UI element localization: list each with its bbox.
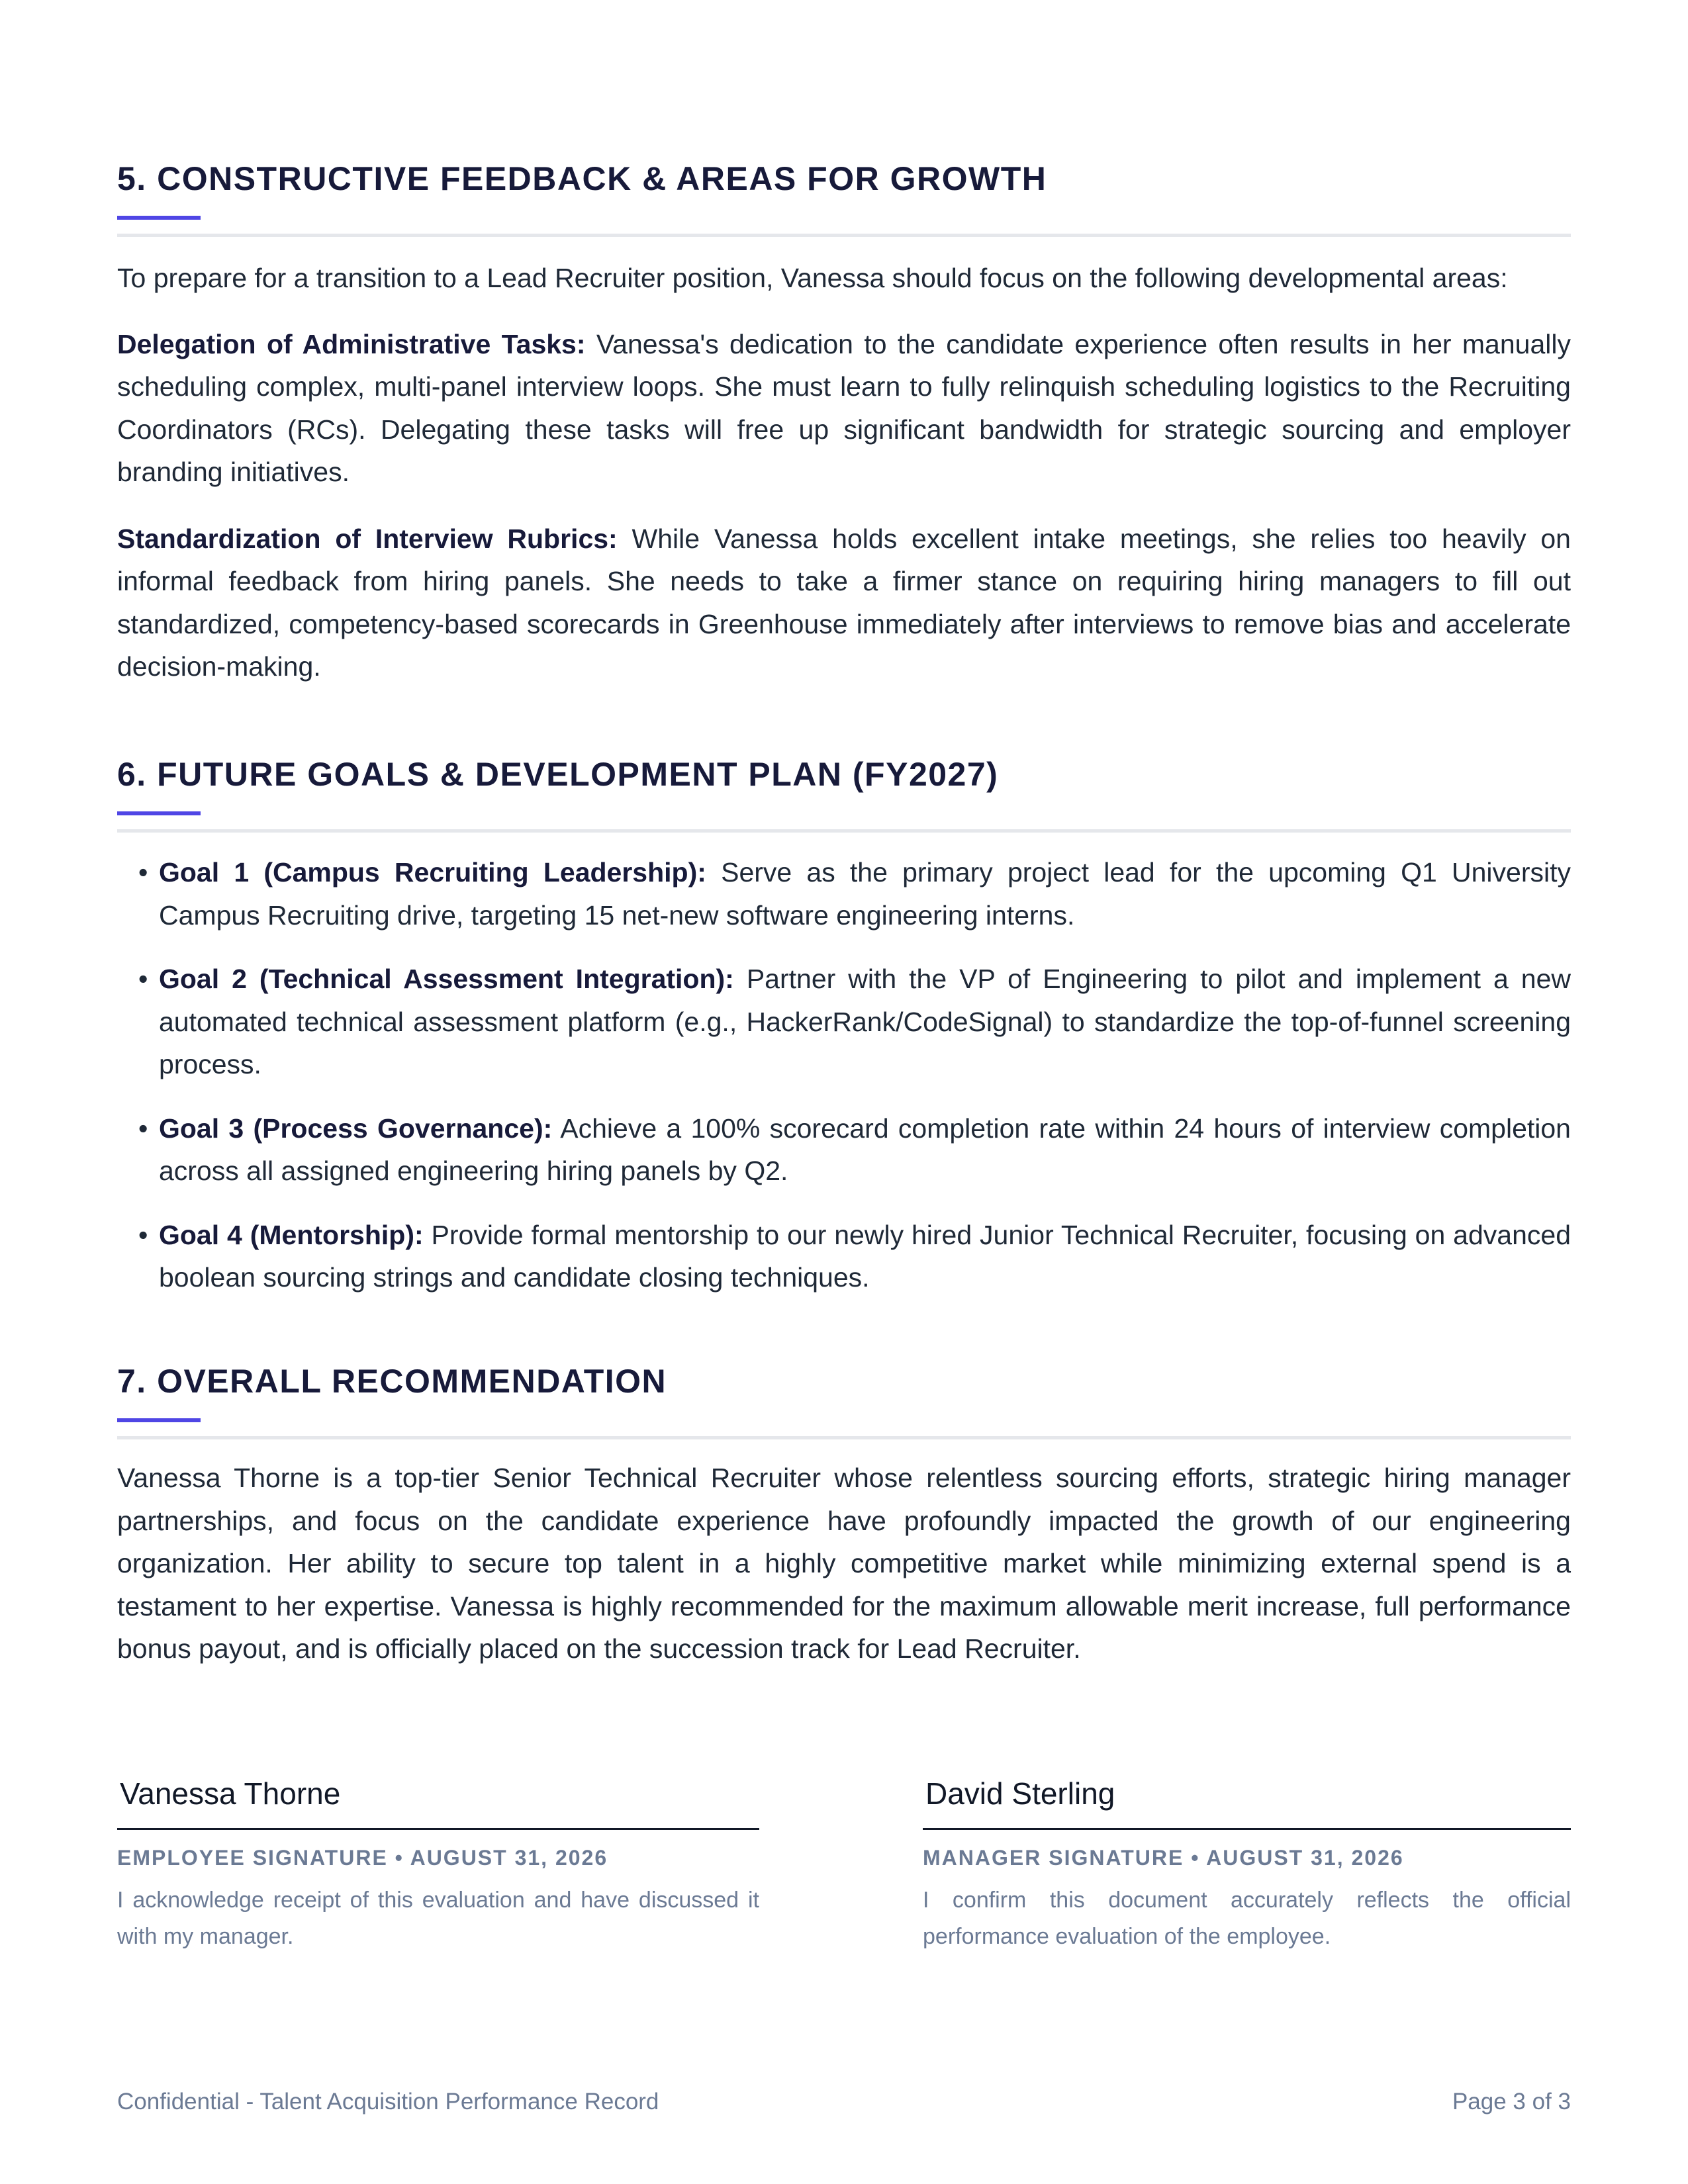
section-title: 5. CONSTRUCTIVE FEEDBACK & AREAS FOR GROWTH bbox=[117, 160, 1047, 197]
feedback-item-text: While Vanessa holds excellent intake meetings, she relies too heavily on informal feedback from hiring panels. She needs to take a firmer stance on requiring hiring managers to fill out standardized, competency-based scorecards in Greenhouse immediately after interviews to remove bias and accelerate decision-making. bbox=[117, 523, 1571, 682]
bullet-icon: • bbox=[138, 1113, 148, 1144]
signature-line bbox=[117, 1828, 759, 1830]
section-overall-recommendation bbox=[117, 1361, 1571, 1670]
section-future-goals bbox=[117, 754, 1571, 1299]
goal-item bbox=[117, 851, 1571, 936]
footer-confidential-label: Confidential - Talent Acquisition Performance Record bbox=[117, 2089, 659, 2115]
section-divider bbox=[117, 1418, 1571, 1423]
goal-label: Goal 4 (Mentorship): bbox=[159, 1219, 424, 1250]
goal-item bbox=[117, 1214, 1571, 1299]
recommendation-text: Vanessa Thorne is a top-tier Senior Technical Recruiter whose relentless sourcing efforts, strategic hiring manager partnerships, and focus on the candidate experience have profoundly impacted the growth of our engineering organization. Her ability to secure top talent in a highly competitive market while minimizing external spend is a testament to her expertise. Vanessa is highly recommended for the maximum allowable merit increase, full performance bonus payout, and is officially placed on the succession track for Lead Recruiter. bbox=[117, 1463, 1571, 1664]
feedback-item-standardization bbox=[117, 518, 1571, 688]
section-title: 7. OVERALL RECOMMENDATION bbox=[117, 1363, 667, 1400]
goal-item bbox=[117, 1107, 1571, 1193]
signature-line bbox=[923, 1828, 1571, 1830]
goal-label: Goal 3 (Process Governance): bbox=[159, 1113, 553, 1144]
goal-text: Partner with the VP of Engineering to pilot and implement a new automated technical assessment platform (e.g., HackerRank/CodeSignal) to standardize the top-of-funnel screening process. bbox=[159, 964, 1571, 1079]
section-title: 6. FUTURE GOALS & DEVELOPMENT PLAN (FY2027) bbox=[117, 756, 999, 793]
goals-list bbox=[117, 851, 1571, 1299]
bullet-icon: • bbox=[138, 857, 148, 887]
employee-signature-block bbox=[117, 1775, 759, 1955]
section-rule bbox=[117, 829, 1571, 833]
section-rule bbox=[117, 234, 1571, 237]
section-divider bbox=[117, 811, 1571, 816]
page-footer bbox=[117, 2089, 1571, 2115]
section-divider bbox=[117, 216, 1571, 220]
goal-text: Achieve a 100% scorecard completion rate within 24 hours of interview completion across all assigned engineering hiring panels by Q2. bbox=[159, 1113, 1571, 1186]
manager-signature-block bbox=[923, 1775, 1571, 1955]
feedback-item-label: Standardization of Interview Rubrics: bbox=[117, 523, 618, 554]
bullet-icon: • bbox=[138, 964, 148, 994]
goal-label: Goal 1 (Campus Recruiting Leadership): bbox=[159, 857, 706, 887]
goal-text: Serve as the primary project lead for the upcoming Q1 University Campus Recruiting drive, targeting 15 net-new software engineering interns. bbox=[159, 857, 1571, 931]
section-accent-bar bbox=[117, 216, 201, 220]
goal-label: Goal 2 (Technical Assessment Integration): bbox=[159, 964, 734, 994]
employee-signature-name: Vanessa Thorne bbox=[120, 1776, 341, 1811]
goal-text: Provide formal mentorship to our newly hired Junior Technical Recruiter, focusing on advanced boolean sourcing strings and candidate closing techniques. bbox=[159, 1219, 1571, 1293]
section-constructive-feedback bbox=[117, 159, 1571, 688]
section-accent-bar bbox=[117, 811, 201, 815]
manager-signature-caption: MANAGER SIGNATURE • AUGUST 31, 2026 bbox=[923, 1846, 1404, 1870]
manager-signature-note: I confirm this document accurately reflects the official performance evaluation of the employee. bbox=[923, 1888, 1571, 1949]
section-intro: To prepare for a transition to a Lead Recruiter position, Vanessa should focus on the following developmental areas: bbox=[117, 263, 1508, 293]
section-rule bbox=[117, 1436, 1571, 1439]
employee-signature-caption: EMPLOYEE SIGNATURE • AUGUST 31, 2026 bbox=[117, 1846, 608, 1870]
feedback-item-label: Delegation of Administrative Tasks: bbox=[117, 328, 586, 359]
page-number: Page 3 of 3 bbox=[1452, 2089, 1571, 2115]
employee-signature-note: I acknowledge receipt of this evaluation and have discussed it with my manager. bbox=[117, 1888, 759, 1949]
manager-signature-name: David Sterling bbox=[925, 1776, 1115, 1811]
feedback-item-delegation bbox=[117, 323, 1571, 494]
section-accent-bar bbox=[117, 1418, 201, 1422]
goal-item bbox=[117, 958, 1571, 1086]
feedback-item-text: Vanessa's dedication to the candidate experience often results in her manually scheduling complex, multi-panel interview loops. She must learn to fully relinquish scheduling logistics to the Recruiting Coordinators (RCs). Delegating these tasks will free up significant bandwidth for strategic sourcing and employer branding initiatives. bbox=[117, 328, 1571, 487]
bullet-icon: • bbox=[138, 1219, 148, 1250]
